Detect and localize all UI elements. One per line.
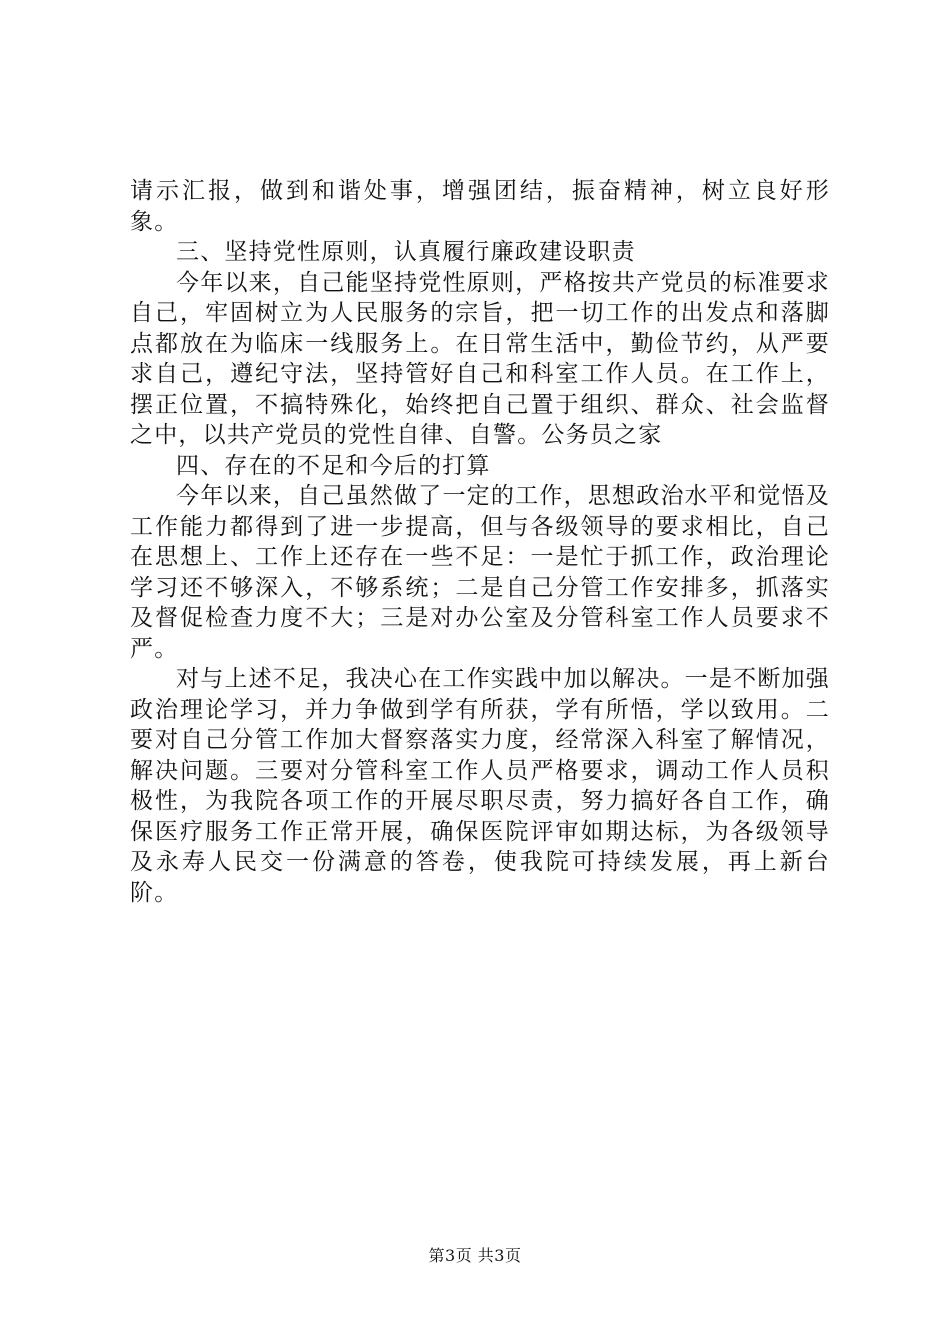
- page-footer: 第3页 共3页: [428, 1246, 522, 1265]
- paragraph: 对与上述不足，我决心在工作实践中加以解决。一是不断加强政治理论学习，并力争做到学有所获，学有所悟，学以致用。二要对自己分管工作加大督察落实力度，经常深入科室了解情况，解决问题。三要对分管科室工作人员严格要求，调动工作人员积极性，为我院各项工作的开展尽职尽责，努力搞好各自工作，确保医疗服务工作正常开展，确保医院评审如期达标，为各级领导及永寿人民交一份满意的答卷，使我院可持续发展，再上新台阶。: [130, 666, 830, 906]
- paragraph: 今年以来，自己虽然做了一定的工作，思想政治水平和觉悟及工作能力都得到了进一步提高，但与各级领导的要求相比，自己在思想上、工作上还存在一些不足：一是忙于抓工作，政治理论学习还不够深入，不够系统；二是自己分管工作安排多，抓落实及督促检查力度不大；三是对办公室及分管科室工作人员要求不严。: [130, 483, 830, 662]
- section-heading-4: 四、存在的不足和今后的打算: [176, 452, 491, 479]
- section-heading-3: 三、坚持党性原则，认真履行廉政建设职责: [176, 239, 636, 265]
- paragraph: 今年以来，自己能坚持党性原则，严格按共产党员的标准要求自己，牢固树立为人民服务的宗旨，把一切工作的出发点和落脚点都放在为临床一线服务上。在日常生活中，勤俭节约，从严要求自己，遵纪守法，坚持管好自己和科室工作人员。在工作上，摆正位置，不搞特殊化，始终把自己置于组织、群众、社会监督之中，以共产党员的党性自律、自警。公务员之家: [130, 269, 830, 448]
- paragraph-continuation: 请示汇报，做到和谐处事，增强团结，振奋精神，树立良好形象。: [130, 178, 830, 235]
- document-body: [130, 176, 830, 908]
